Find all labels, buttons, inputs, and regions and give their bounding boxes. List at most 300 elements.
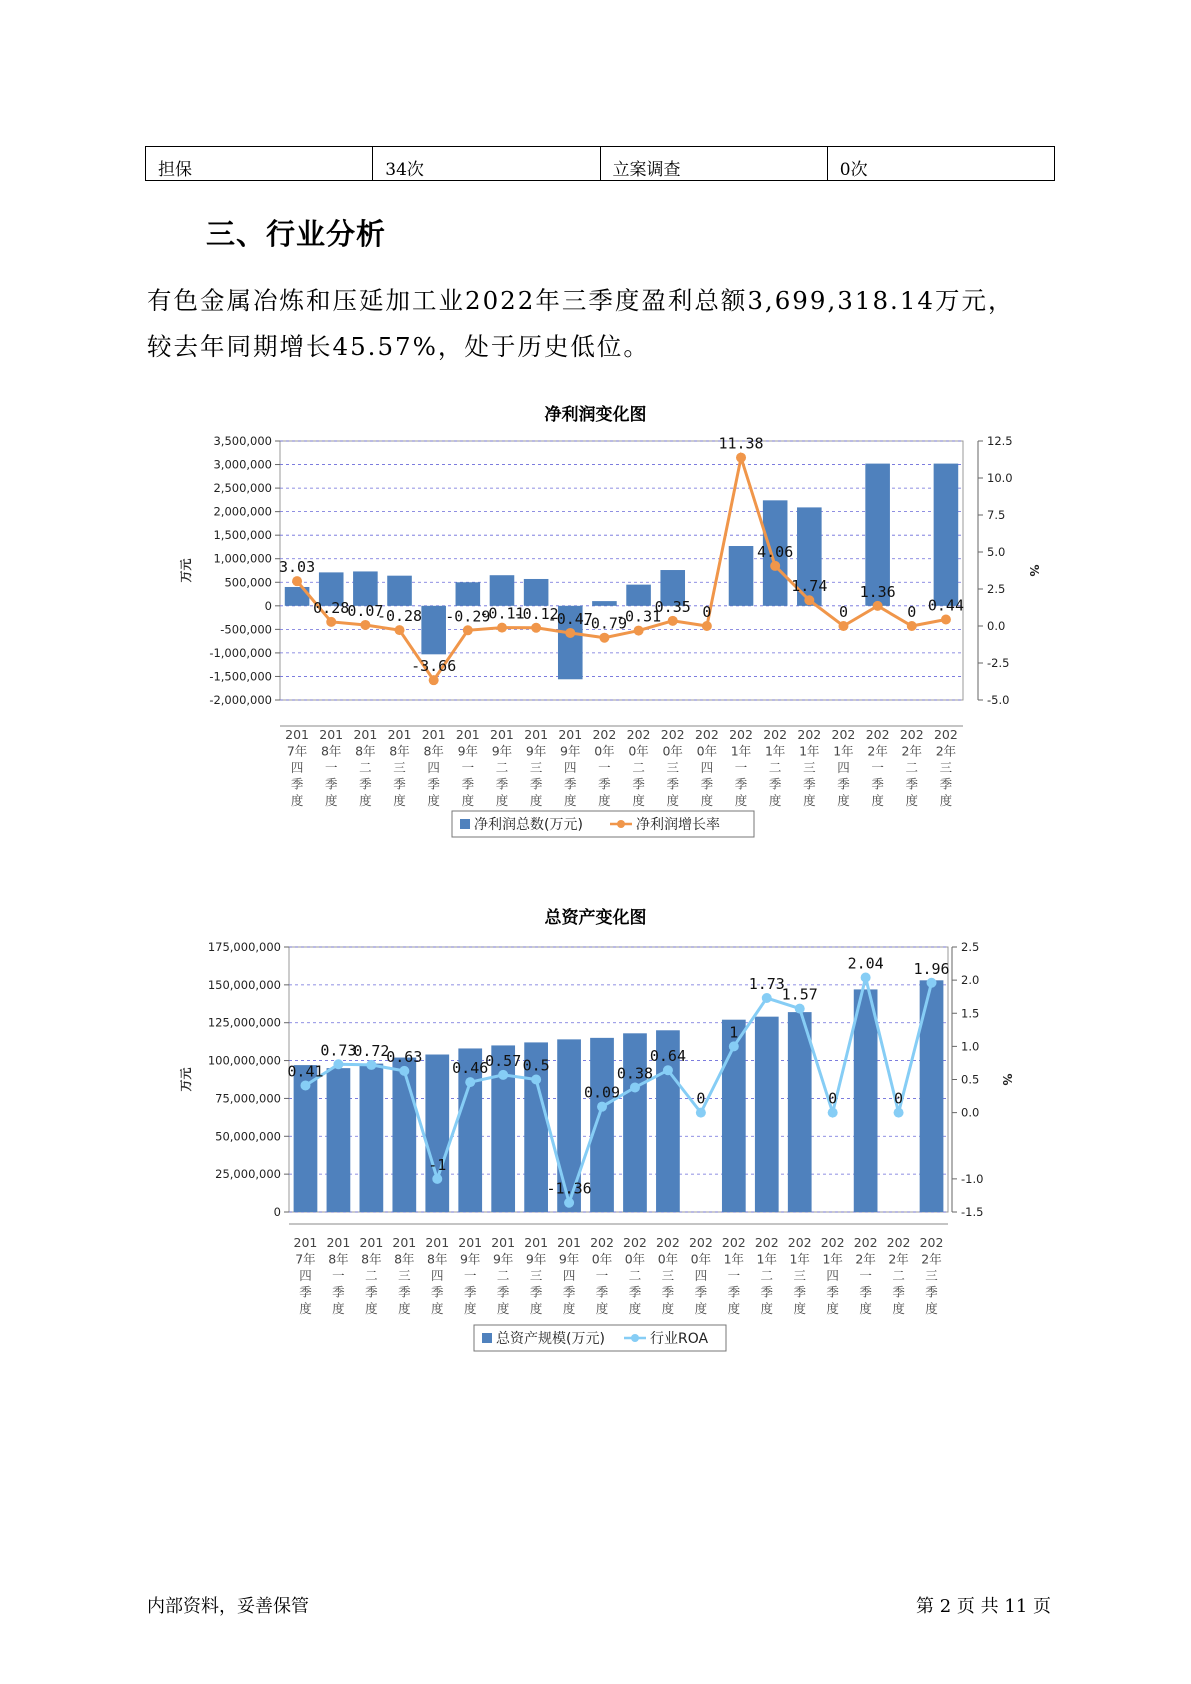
net-profit-chart [0,400,1191,870]
category-label: 2年 [888,1251,909,1267]
line-point [795,1004,805,1014]
category-label: 202 [853,1235,878,1250]
data-label: 0.72 [353,1041,390,1060]
category-label: 季 [595,1284,609,1300]
line-point [941,614,951,624]
paragraph-line-2: 较去年同期增长45.57%，处于历史低位。 [147,332,650,361]
category-label: 度 [837,793,850,808]
line-point [630,1082,640,1092]
category-label: 201 [421,727,446,742]
category-label: 季 [871,776,884,792]
table-cell-investigation-label: 立案调查 [600,147,827,181]
category-label: 度 [700,793,714,808]
left-axis-title: 万元 [179,1067,193,1092]
category-label: 季 [332,1284,345,1300]
data-label: 11.38 [718,434,764,453]
category-label: 1年 [833,743,854,759]
category-label: 201 [557,1235,582,1250]
category-label: 度 [496,1301,510,1316]
footer-page-number: 第 2 页 共 11 页 [916,1596,1051,1617]
legend-bar-label: 净利润总数(万元) [474,817,583,833]
line-point [432,1174,442,1184]
line-point [873,601,883,611]
right-tick-label: 12.5 [987,434,1013,448]
data-label: 0.28 [313,598,350,617]
category-label: 季 [564,776,577,792]
category-label: 三 [661,1268,675,1283]
category-label: 9年 [525,743,547,759]
left-tick-label: 3,500,000 [213,434,272,448]
total-assets-chart-svg [0,903,1191,1353]
left-tick-label: 25,000,000 [215,1167,281,1182]
info-table [145,146,1055,181]
line-point [804,595,814,605]
data-label: 0 [828,1089,838,1108]
bar [626,585,651,606]
category-label: 8年 [394,1251,415,1267]
legend-bar-swatch [482,1333,492,1343]
category-label: 度 [564,793,577,808]
right-tick-label: -1.0 [961,1171,984,1186]
category-label: 季 [496,1284,510,1300]
data-label: 0 [894,1089,904,1108]
category-label: 9年 [459,1251,481,1267]
category-label: 202 [590,1235,614,1250]
right-tick-label: 0.5 [961,1072,980,1087]
category-label: 8年 [355,743,376,759]
data-label: 4.06 [757,542,794,561]
data-label: -3.66 [411,657,457,676]
category-label: 度 [803,793,816,808]
line-point [861,972,871,982]
category-label: 2年 [855,1251,876,1267]
bar [592,601,617,606]
data-label: 0 [702,603,712,621]
right-tick-label: 0.0 [987,619,1006,633]
line-point [395,625,405,635]
left-tick-label: 150,000,000 [207,977,281,992]
bar [360,1064,384,1212]
legend-line-marker [631,1334,639,1342]
category-label: 季 [793,1284,806,1300]
category-label: 四 [431,1268,444,1283]
net-profit-chart-svg [0,400,1191,870]
category-label: 度 [299,1301,312,1316]
line-point [565,628,575,638]
series-line [297,458,946,681]
line-point [498,1070,508,1080]
category-label: 0年 [690,1251,712,1267]
category-label: 季 [939,776,953,792]
left-tick-label: 125,000,000 [207,1015,281,1030]
category-label: 202 [886,1235,911,1250]
bar [590,1038,614,1212]
data-label: 0.41 [287,1062,324,1081]
line-point [564,1198,574,1208]
category-label: 度 [760,1301,774,1316]
right-axis-title: % [1027,564,1041,577]
category-label: 季 [628,1284,642,1300]
category-label: 2年 [901,743,923,759]
right-tick-label: 10.0 [987,471,1013,485]
category-label: 二 [632,760,645,775]
category-label: 度 [495,793,509,808]
data-label: 0.73 [320,1041,357,1060]
category-label: 季 [905,776,919,792]
left-tick-label: 100,000,000 [207,1053,281,1068]
category-label: 201 [353,727,378,742]
left-tick-label: -2,000,000 [209,693,272,707]
category-label: 度 [562,1301,576,1316]
category-label: 四 [826,1268,839,1283]
category-label: 度 [768,793,782,808]
category-label: 四 [700,760,714,775]
data-label: 0.64 [649,1047,686,1066]
plot-frame [280,441,963,700]
bar [387,576,412,606]
category-label: 季 [768,776,782,792]
category-label: 1年 [789,1251,810,1267]
category-label: 季 [365,1284,378,1300]
category-label: 度 [661,1301,675,1316]
category-label: 三 [803,760,816,775]
left-tick-label: 75,000,000 [215,1091,281,1106]
category-label: 度 [463,1301,477,1316]
category-label: 0年 [591,1251,613,1267]
table-cell-guarantee-label: 担保 [146,147,373,181]
category-label: 202 [655,1235,680,1250]
category-label: 度 [826,1301,839,1316]
data-label: 3.03 [279,558,316,577]
category-label: 202 [763,727,788,742]
line-point [828,1108,838,1118]
line-point [599,633,609,643]
line-point [360,620,370,630]
category-label: 9年 [492,1251,514,1267]
chart-title: 总资产变化图 [544,908,647,928]
category-label: 度 [461,793,475,808]
category-label: 季 [892,1284,905,1300]
data-label: -0.47 [547,609,593,628]
category-label: 202 [787,1235,812,1250]
data-label: 1 [729,1023,739,1042]
category-label: 度 [365,1301,378,1316]
data-label: 0 [696,1089,706,1108]
left-tick-label: 175,000,000 [207,940,281,954]
category-label: 四 [694,1268,708,1283]
line-point [838,621,848,631]
category-label: 季 [925,1284,938,1300]
category-label: 度 [324,793,338,808]
category-label: 201 [455,727,480,742]
category-label: 1年 [799,743,820,759]
category-label: 202 [626,727,651,742]
data-label: 0.44 [927,596,964,615]
category-label: 二 [760,1268,774,1283]
category-label: 二 [768,760,782,775]
line-point [333,1059,343,1069]
line-point [770,561,780,571]
left-tick-label: 0 [264,598,272,613]
data-label: 0.5 [522,1056,550,1075]
category-label: 8年 [427,1251,448,1267]
left-axis-title: 万元 [179,558,193,583]
category-label: 四 [427,760,440,775]
category-label: 9年 [558,1251,580,1267]
category-label: 季 [661,1284,675,1300]
category-label: 度 [925,1301,938,1316]
category-label: 7年 [295,1251,316,1267]
left-tick-label: 50,000,000 [215,1129,281,1144]
category-label: 季 [598,776,611,792]
bar [729,546,754,606]
category-label: 202 [721,1235,746,1250]
data-label: -0.12 [513,604,559,623]
line-point [326,617,336,627]
category-label: 202 [899,727,924,742]
category-label: 度 [892,1301,905,1316]
category-label: 8年 [423,743,444,759]
category-label: 201 [524,1235,549,1250]
category-label: 季 [398,1284,411,1300]
data-label: 0.07 [347,601,384,620]
table-row [146,147,1055,181]
data-label: -1 [428,1155,447,1174]
category-label: 201 [458,1235,483,1250]
bar [490,575,515,606]
category-label: 度 [290,793,304,808]
category-label: 一 [871,760,884,775]
data-label: 0.35 [654,597,691,616]
bar [327,1068,351,1212]
category-label: 季 [463,1284,477,1300]
category-label: 季 [461,776,475,792]
category-label: 201 [285,727,310,742]
category-label: 四 [562,1268,576,1283]
category-label: 季 [760,1284,774,1300]
data-label: 1.96 [913,959,950,978]
category-label: 8年 [361,1251,382,1267]
category-label: 二 [365,1268,378,1283]
left-tick-label: 1,000,000 [213,551,272,566]
category-label: 201 [558,727,583,742]
category-label: 度 [694,1301,708,1316]
category-label: 202 [919,1235,944,1250]
category-label: 二 [496,1268,510,1283]
category-label: 201 [491,1235,516,1250]
category-label: 三 [666,760,679,775]
right-tick-label: 1.5 [961,1006,980,1021]
category-label: 一 [734,760,748,775]
category-label: 202 [865,727,890,742]
category-label: 度 [859,1301,872,1316]
category-label: 202 [831,727,856,742]
category-label: 202 [688,1235,713,1250]
category-label: 二 [892,1268,905,1283]
category-label: 二 [628,1268,642,1283]
category-label: 季 [826,1284,839,1300]
category-label: 0年 [594,743,615,759]
category-label: 度 [939,793,953,808]
category-label: 季 [694,1284,708,1300]
data-label: 2.04 [847,954,884,973]
category-label: 季 [431,1284,444,1300]
line-point [696,1108,706,1118]
category-label: 2年 [867,743,888,759]
left-tick-label: -1,500,000 [209,669,272,684]
category-label: 度 [529,1301,543,1316]
left-tick-label: 2,000,000 [213,504,272,519]
category-label: 度 [727,1301,741,1316]
category-label: 季 [837,776,850,792]
line-point [531,623,541,633]
right-tick-label: -5.0 [987,693,1010,707]
category-label: 8年 [320,743,342,759]
category-label: 季 [290,776,304,792]
category-label: 7年 [286,743,308,759]
data-label: -0.31 [615,607,662,626]
category-label: 1年 [756,1251,778,1267]
left-tick-label: 0 [273,1205,281,1219]
table-cell-investigation-count: 0次 [827,147,1054,181]
category-label: 一 [461,760,475,775]
category-label: 季 [393,776,406,792]
category-label: 度 [393,793,406,808]
right-tick-label: 7.5 [987,508,1006,522]
category-label: 9年 [457,743,479,759]
category-label: 202 [660,727,685,742]
line-point [463,625,473,635]
category-label: 季 [859,1284,872,1300]
category-label: 1年 [730,743,752,759]
chart-title: 净利润变化图 [544,405,647,425]
category-label: 9年 [560,743,581,759]
legend-bar-label: 总资产规模(万元) [496,1331,605,1347]
line-point [668,616,678,626]
left-tick-label: -1,000,000 [209,645,272,660]
category-label: 202 [623,1235,647,1250]
category-label: 201 [326,1235,351,1250]
left-tick-label: 2,500,000 [213,481,272,496]
right-tick-label: -2.5 [987,656,1010,670]
right-tick-label: 0.0 [961,1105,980,1120]
category-label: 8年 [389,743,410,759]
legend-line-label: 净利润增长率 [636,817,720,833]
category-label: 度 [628,1301,642,1316]
paragraph-line-1: 有色金属冶炼和压延加工业2022年三季度盈利总额3,699,318.14万元， [147,286,1015,315]
category-label: 1年 [723,1251,745,1267]
category-label: 0年 [624,1251,646,1267]
category-label: 9年 [525,1251,547,1267]
data-label: 0.38 [616,1064,654,1083]
category-label: 2年 [921,1251,942,1267]
category-label: 一 [859,1268,872,1283]
bar [623,1033,647,1212]
line-point [729,1041,739,1051]
line-point [702,621,712,631]
category-label: 三 [529,1268,543,1283]
category-label: 度 [793,1301,806,1316]
category-label: 四 [564,760,577,775]
category-label: 2年 [935,743,957,759]
category-label: 一 [727,1268,741,1283]
data-label: 0.09 [583,1083,621,1102]
bar [353,571,378,605]
bar [934,464,959,606]
line-point [907,621,917,631]
data-label: 1.36 [859,582,896,601]
category-label: 度 [871,793,884,808]
category-label: 度 [427,793,440,808]
left-tick-label: 1,500,000 [213,528,272,543]
bar [421,606,446,655]
right-tick-label: 1.0 [961,1039,980,1054]
category-label: 三 [529,760,543,775]
data-label: 0 [907,603,917,621]
category-label: 0年 [628,743,649,759]
data-label: -0.11 [479,604,525,623]
right-tick-label: -1.5 [961,1205,984,1219]
category-label: 二 [359,760,372,775]
category-label: 季 [632,776,645,792]
data-label: -1.36 [546,1179,592,1198]
category-label: 9年 [491,743,513,759]
category-label: 季 [299,1284,312,1300]
line-point [429,675,439,685]
category-label: 度 [359,793,372,808]
line-point [531,1075,541,1085]
total-assets-chart [0,903,1191,1373]
line-point [465,1077,475,1087]
legend-line-label: 行业ROA [650,1331,709,1347]
category-label: 201 [392,1235,417,1250]
line-point [497,623,507,633]
line-point [300,1080,310,1090]
left-tick-label: 3,000,000 [213,457,272,472]
data-label: 1.73 [748,975,785,994]
bar [392,1058,416,1212]
category-label: 201 [387,727,412,742]
data-label: 0.57 [485,1051,522,1070]
category-label: 度 [734,793,748,808]
category-label: 一 [463,1268,477,1283]
category-label: 度 [905,793,919,808]
category-label: 度 [632,793,645,808]
category-label: 202 [754,1235,779,1250]
category-label: 季 [734,776,748,792]
category-label: 三 [939,760,953,775]
category-label: 季 [359,776,372,792]
data-label: 0.46 [452,1059,489,1078]
category-label: 201 [319,727,344,742]
data-label: -0.28 [376,607,423,626]
category-label: 度 [332,1301,345,1316]
category-label: 201 [490,727,514,742]
category-label: 四 [837,760,850,775]
line-point [762,993,772,1003]
category-label: 202 [820,1235,845,1250]
category-label: 一 [598,760,611,775]
right-axis-title: % [1000,1073,1014,1086]
line-point [736,453,746,463]
line-point [927,978,937,988]
right-tick-label: 2.5 [961,940,980,954]
category-label: 201 [359,1235,384,1250]
category-label: 201 [524,727,549,742]
left-tick-label: -500,000 [220,622,272,637]
line-point [663,1065,673,1075]
category-label: 202 [694,727,719,742]
